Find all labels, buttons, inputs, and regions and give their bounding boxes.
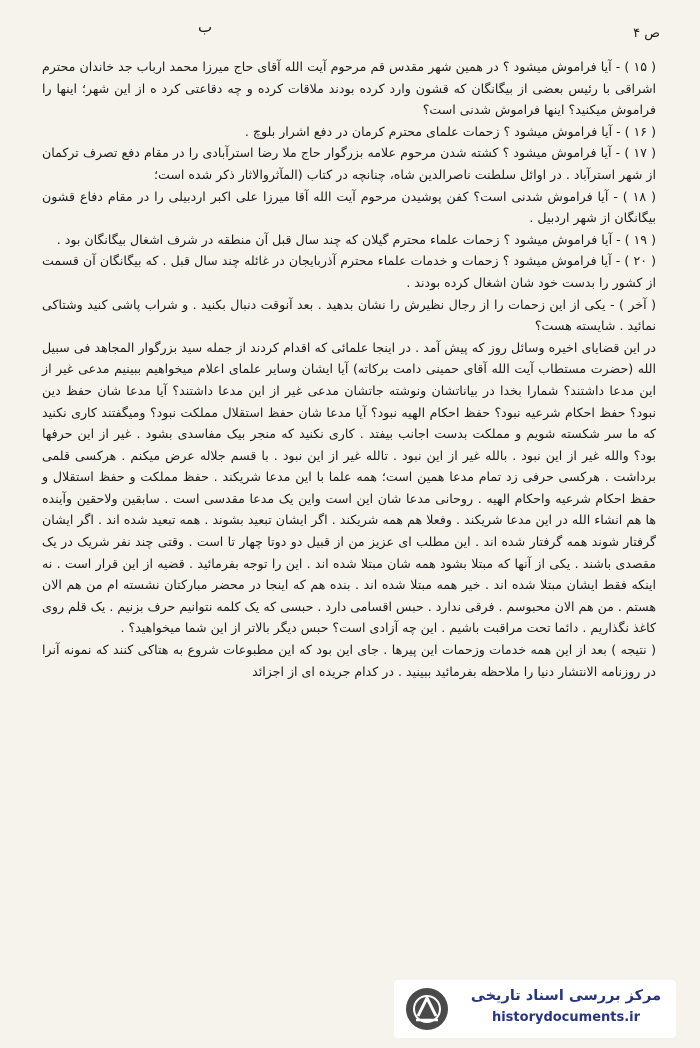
watermark-text [466, 988, 666, 1025]
archive-watermark [394, 980, 676, 1038]
paragraph-conclusion: ( نتیجه ) بعد از این همه خدمات وزحمات این پیرها . جای این بود که این مطبوعات شروع به هتاکی کنند که نمونه آنرا در روزنامه الانتشار دنیا را ملاحظه بفرمائید ببینید . در کدام جریده ای از اجزائد [42, 642, 656, 679]
paragraph-final: ( آخر ) - یکی از این زحمات را از رجال نظیرش را نشان بدهید . بعد آنوقت دنبال بکنید . و شراب پاشی کنید وشتاکی نمائید . شایسته هست؟ [42, 296, 656, 334]
paragraph-item-16: ( ۱۶ ) - آیا فراموش میشود ؟ زحمات علمای محترم کرمان در دفع اشرار بلوچ . [244, 123, 656, 139]
paragraph-item-18: ( ۱۸ ) - آیا فراموش شدنی است؟ کفن پوشیدن مرحوم آیت الله آقا میرزا علی اکبر اردبیلی را در مقام دفاع قشون بیگانگان از شهر اردبیل . [42, 188, 656, 226]
archive-logo-icon [404, 986, 450, 1032]
watermark-url: historydocuments.ir [491, 1010, 641, 1025]
paragraph-item-15: ( ۱۵ ) - آیا فراموش میشود ؟ در همین شهر مقدس قم مرحوم آیت الله آقای حاج میرزا محمد ارباب جد خاندان محترم اشراقی با رئیس بعضی از بیگانگان که قشون وارد کرده بودند ملاقات کرده و چه دقاعتی کرد ه از این شهر؛ اینها را فراموش میکنید؟ اینها فراموش شدنی است؟ [42, 59, 656, 118]
paragraph-item-17: ( ۱۷ ) - آیا فراموش میشود ؟ کشته شدن مرحوم علامه بزرگوار حاج ملا رضا استرآبادی را در مقام دفع تصرف ترکمان از شهر استرآباد . در اوائل سلطنت ناصرالدین شاه، چنانچه در کتاب (المآثروالاثار ذکر شده است؛ [42, 145, 656, 182]
document-body [42, 56, 656, 682]
paragraph-item-20: ( ۲۰ ) - آیا فراموش میشود ؟ زحمات و خدمات علماء محترم آذربایجان در غائله چند سال قبل . که بیگانگان آن قسمت از کشور را بدست خود شان اشغال کرده بودند . [42, 253, 657, 290]
top-handwritten-mark: ب [198, 18, 213, 36]
paragraph-item-19: ( ۱۹ ) - آیا فراموش میشود ؟ زحمات علماء محترم گیلان که چند سال قبل آن منطقه در شرف اشغال بیگانگان بود . [56, 231, 656, 247]
paragraph-main: در این قضایای اخیره وسائل روز که پیش آمد . در اینجا علمائی که اقدام کردند از جمله سید بزرگوار المجاهد فی سبیل الله (حضرت مستطاب آیت الله آقای حمینی دامت برکاته) آیا ایشان وسایر علمای اعلام میخواهیم ببینیم مدعی غیر از این مدعا داشتند؟ شمارا بخدا در بیاناتشان ونوشته جاتشان مدعی غیر از این مدعا داشتند؟ آیا مدعا شان حفظ دین نبود؟ حفظ احکام شرعیه نبود؟ حفظ احکام الهیه نبود؟ آیا مدعا شان حفظ استقلال مملکت نبود؟ ومیگفتند کاری نکنید که ما سر شکسته شویم و مملکت بدست اجانب بیفتد . کاری نکنید که منجر بیک مفاسدی بشود . غیر از این حرفها بود؟ والله غیر از این نبود . بالله غیر از این نبود . تالله غیر از این نبود . با قسم جلاله عرض میکنم . هرکسی قلمی برداشت . هرکسی حرفی زد تمام مدعا همین است؛ همه علما با این مدعا شریکند . حفظ مملکت و حفظ استقلال و حفظ احکام شرعیه واحکام الهیه . روحانی مدعا شان این است واین یک مدعا مقدسی است . سابقین ولاحقین وآینده ها هم انشاء الله در این مدعا شریکند . وفعلا هم همه شریکند . اگر ایشان تبعید بشوند . همه تبعید شده اند . اگر ایشان گرفتار شوند همه گرفتار شده اند . این مطلب ای عزیز من از قبیل دو دوتا چهار تا است . وقتی چند نفر شریک در یک مقصدی باشند . یکی از آنها که مبتلا بشود همه شان مبتلا شده اند . این را توجه بفرمائید . قضیه از این قرار است . نه اینکه فقط ایشان مبتلا شده اند . خیر همه مبتلا شده اند . بنده هم که اینجا در محضر مبارکتان نشسته ام من هم الان هستم . من هم الان محبوسم . فرقی ندارد . حبس اقسامی دارد . حبسی که یک کلمه نتوانیم حرف بزنیم . یک قلم روی کاغذ نگذاریم . دائما تحت مراقبت باشیم . این چه آزادی است؟ حبس دیگر بالاتر از این شما میخواهید؟ . [42, 339, 656, 636]
page-number: ص ۴ [633, 26, 660, 41]
watermark-name: مرکز بررسی اسناد تاریخی [470, 988, 662, 1004]
